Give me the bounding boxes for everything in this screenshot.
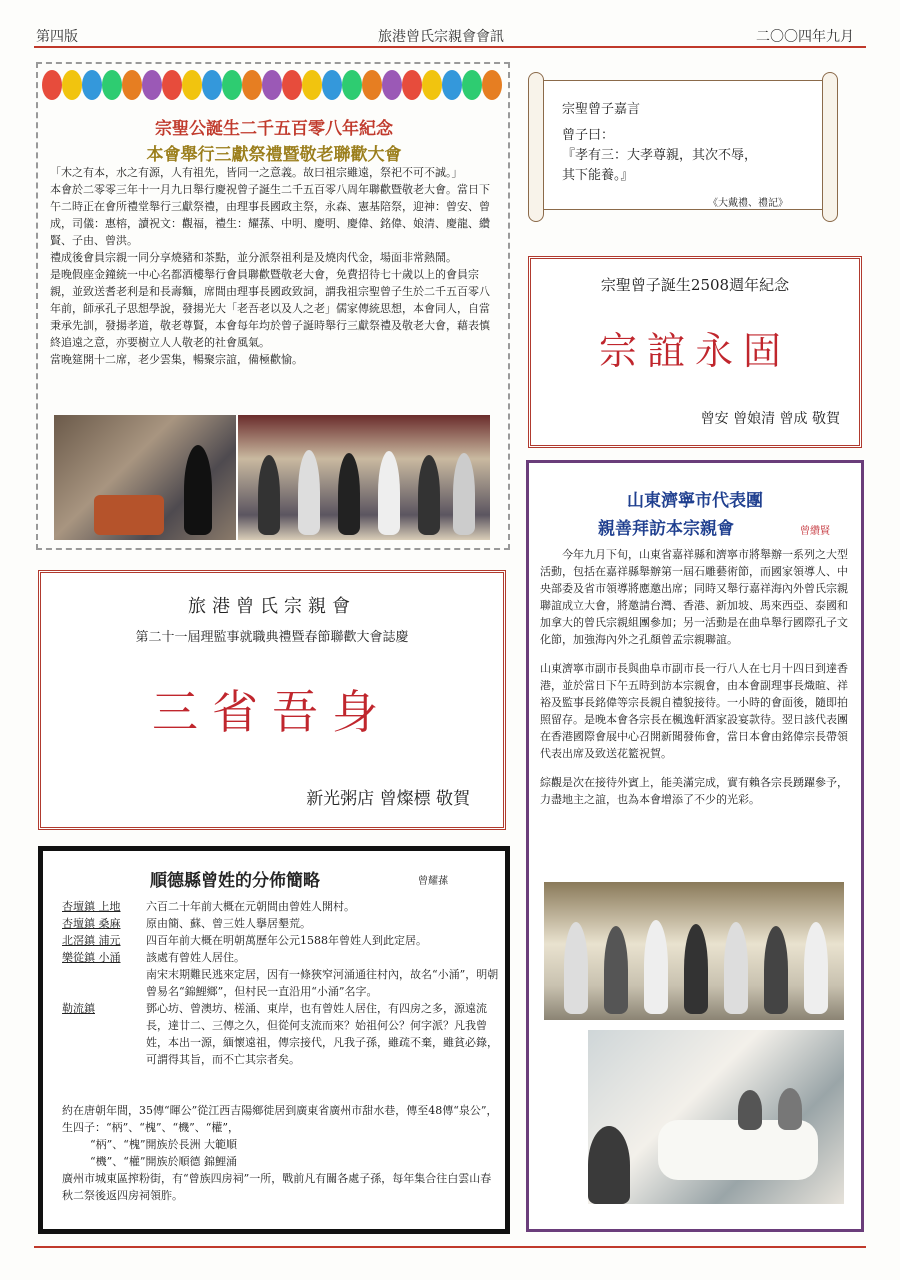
row-place <box>62 966 146 1000</box>
row-text: 四百年前大概在明朝萬歷年公元1588年曾姓人到此定居。 <box>146 934 427 947</box>
quote-text <box>562 126 757 186</box>
ceremony-quote: 「木之有本，水之有源，人有祖先，皆同一之意義。故曰祖宗雖遠，祭祀不可不誠。」 <box>50 166 463 179</box>
quote-title: 宗聖曾子嘉言 <box>562 102 641 117</box>
quote-source: 《大戴禮、禮記》 <box>708 198 788 209</box>
quote-line-3: 其下能養。』 <box>562 168 634 183</box>
scroll-roll-left <box>528 72 544 222</box>
delegation-author: 曾纘賢 <box>800 526 830 537</box>
table-row <box>62 949 502 966</box>
ceremony-paragraph-4: 當晚筵開十二席，老少雲集，暢聚宗誼，備極歡愉。 <box>50 353 303 366</box>
ceremony-photo-banquet <box>238 415 490 540</box>
delegation-photo-meeting <box>588 1030 844 1204</box>
anniversary-ad-motto: 宗誼永固 <box>598 329 791 373</box>
delegation-photo-group <box>544 882 844 1020</box>
delegation-title-2: 親善拜訪本宗親會 <box>598 519 734 539</box>
quote-line-1: 曾子曰： <box>562 128 615 143</box>
delegation-paragraph-1: 今年九月下旬，山東省嘉祥縣和濟寧市將舉辦一系列之大型活動，包括在嘉祥縣舉辦第一屆石雕藝術節，而國家領導人、中央部委及省市領導將應邀出席；同時又舉行嘉祥海內外曾氏宗親聯誼成立大會，將邀請台灣、香港、新加坡、馬來西亞、泰國和加拿大的曾氏宗親組團參加；另一活動是在曲阜舉行國際孔子文化節，加強海內外之孔顏曾孟宗親聯誼。 <box>540 548 848 646</box>
delegation-paragraph-2: 山東濟寧市副市長與曲阜市副市長一行八人在七月十四日到達香港，並於當日下午五時到訪本宗親會，由本會副理事長熾暄、祥裕及監事長銘偉等宗長親自禮貌接待。一小時的會面後，隨即拍照留存。是晚本會各宗長在楓逸軒酒家設宴款待。翌日該代表團在香港國際會展中心召開新聞發佈會，當日本會由銘偉宗長帶領代表出席及致送花籃祝賀。 <box>540 662 848 760</box>
table-row <box>62 915 502 932</box>
row-text: 六百二十年前大概在元朝間由曾姓人開村。 <box>146 900 355 913</box>
ceremony-title-1: 宗聖公誕生二千五百零八年紀念 <box>155 119 393 139</box>
scroll-roll-right <box>822 72 838 222</box>
table-row <box>62 898 502 915</box>
ceremony-paragraph-1: 本會於二零零三年十一月九日舉行慶祝曾子誕生二千五百零八周年聯歡暨敬老大會。當日下午二時正在會所禮堂舉行三獻祭禮，由理事長國政主祭，永森、憲基陪祭，迎神：曾安、曾成，司儀：惠榕，讀祝文：觀福，禮生：耀蓀、中明、慶明、慶偉、銘偉、娘清、慶龍、纘賢、子由、曾洪。 <box>50 183 490 247</box>
shunde-title: 順德縣曾姓的分佈簡略 <box>150 871 320 891</box>
delegation-body <box>540 546 852 808</box>
table-row <box>62 1000 502 1068</box>
shunde-lineage-1: “柄”、“槐”開族於長洲 大範順 <box>90 1138 237 1151</box>
inauguration-ad-signers: 新光粥店 曾燦標 敬賀 <box>306 789 470 809</box>
quote-line-2: 『孝有三：大孝尊親，其次不辱， <box>562 148 758 163</box>
inauguration-ad-motto: 三省吾身 <box>152 685 392 739</box>
page-number: 第四版 <box>36 29 78 45</box>
shunde-paragraph-2: 廣州市城東區搾粉街，有“曾族四房祠”一所，戰前凡有關各處子孫，每年集合往白雲山春秋二祭後返四房祠領胙。 <box>62 1172 492 1202</box>
row-place: 杏壇鎮 上地 <box>62 900 121 913</box>
shunde-footer <box>62 1102 498 1204</box>
row-place: 北滘鎮 浦元 <box>62 934 121 947</box>
row-text: 南宋末期難民逃來定居，因有一條狹窄河涌通往村內，故名“小涌”，明朝曾易名“錦鯉鄉”，但村民一直沿用“小涌”名字。 <box>146 968 499 998</box>
anniversary-ad-title: 宗聖曾子誕生2508週年紀念 <box>600 276 790 294</box>
row-place: 勒流鎮 <box>62 1002 95 1015</box>
shunde-lineage-2: “機”、“權”開族於順德 錦鯉涌 <box>90 1155 237 1168</box>
issue-date: 二〇〇四年九月 <box>756 29 854 45</box>
inauguration-ad-subtitle: 第二十一屆理監事就職典禮暨春節聯歡大會誌慶 <box>135 630 409 645</box>
ceremony-paragraph-3: 是晚假座金鐘統一中心名都酒樓舉行會員聯歡暨敬老大會，免費招待七十歲以上的會員宗親，並致送耆老利是和長壽麵，席間由理事長國政致詞，謂我祖宗聖曾子生於二千五百零八年前，師承孔子思想學說，發揚光大「老吾老以及人之老」儒家傳統思想，本會同人，自當秉承先訓，發揚孝道，敬老尊賢，本會每年均於曾子誕時舉行三獻祭禮及敬老大會，藉表慎終追遠之意，亦要樹立人人敬老的社會風氣。 <box>50 268 490 349</box>
ceremony-title-2: 本會舉行三獻祭禮暨敬老聯歡大會 <box>146 145 402 165</box>
row-text: 原由簡、蘇、曾三姓人擧居墾荒。 <box>146 917 311 930</box>
shunde-author: 曾耀蓀 <box>418 876 448 887</box>
delegation-paragraph-3: 綜觀是次在接待外賓上，能美滿完成，實有賴各宗長踴躍參予，力盡地主之誼，也為本會增添了不少的光彩。 <box>540 776 848 806</box>
inauguration-ad-org: 旅港曾氏宗親會 <box>188 596 356 617</box>
table-row <box>62 966 502 1000</box>
ceremony-photo-altar <box>54 415 236 540</box>
row-text: 該處有曾姓人居住。 <box>146 951 245 964</box>
shunde-village-table <box>62 898 502 1068</box>
row-place: 杏壇鎮 桑麻 <box>62 917 121 930</box>
anniversary-ad-signers: 曾安 曾娘清 曾成 敬賀 <box>700 411 840 427</box>
newsletter-title: 旅港曾氏宗親會會訊 <box>378 29 504 45</box>
table-row <box>62 932 502 949</box>
row-place: 樂從鎮 小涌 <box>62 951 121 964</box>
header-rule <box>34 46 866 48</box>
ceremony-body <box>50 164 500 368</box>
delegation-title-1: 山東濟寧市代表團 <box>627 491 763 511</box>
row-text: 鄧心坊、曾澳坊、槎涌、東岸，也有曾姓人居住，有四房之多，源遠流長，達廿二、三傳之久，但從何支流而來？始祖何公？何字派？凡我曾姓，本出一源，緬懷遠祖，傳宗接代，凡我子孫，雖疏不棄，雖貧必錄，可謂得其旨，而不亡其宗者矣。 <box>146 1002 498 1066</box>
shunde-paragraph-1: 約在唐朝年間，35傳“暉公”從江西吉陽鄉徙居到廣東省廣州市甜水巷，傳至48傳“泉公”，生四子：“柄”、“槐”、“機”、“權”， <box>62 1104 498 1134</box>
ceremony-paragraph-2: 禮成後會員宗親一同分享燒豬和茶點，並分派祭祖利是及燒肉代金，場面非常熱鬧。 <box>50 251 457 264</box>
footer-rule <box>34 1246 866 1248</box>
